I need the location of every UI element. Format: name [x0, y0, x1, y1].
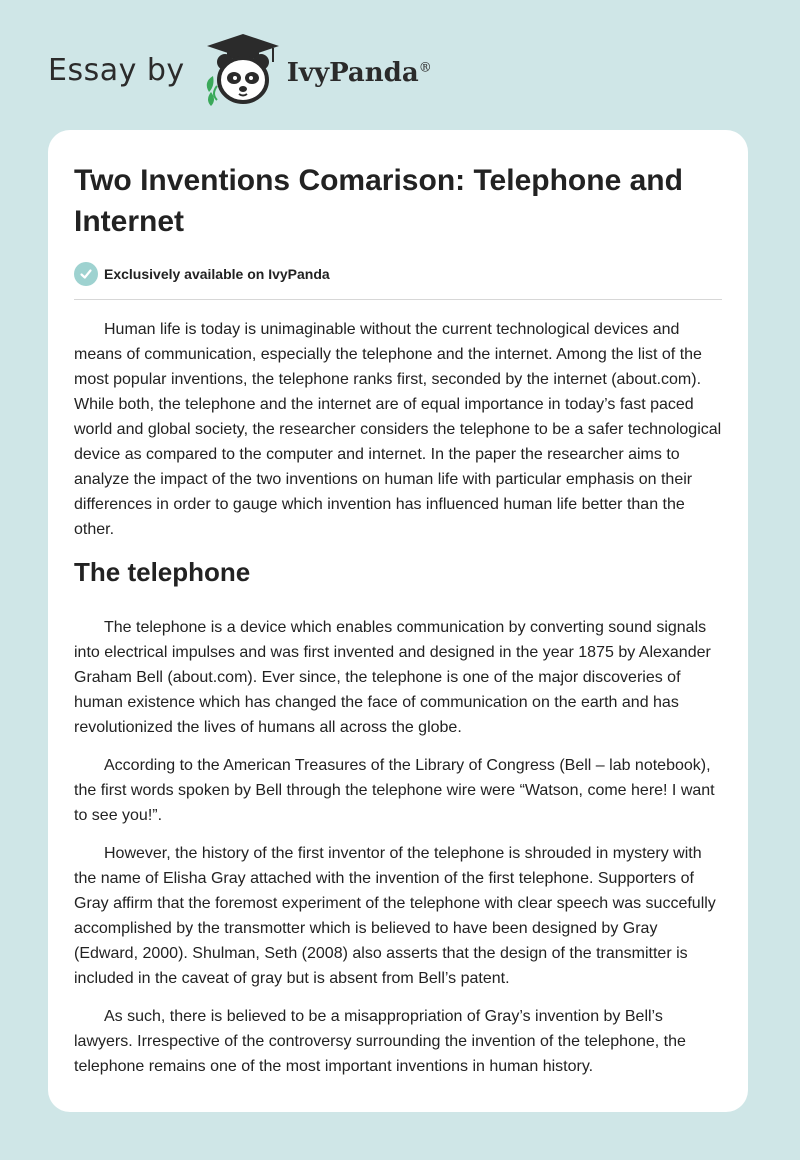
brand-name[interactable]: IvyPanda®	[286, 58, 432, 88]
essay-title: Two Inventions Comarison: Telephone and Internet	[74, 164, 683, 238]
exclusive-badge	[74, 262, 722, 286]
ivypanda-logo-icon[interactable]	[199, 32, 283, 108]
intro-paragraph: Human life is today is unimaginable without the current technological devices and means of communication, especially the telephone and the internet. Among the list of the most popular inventions, the telephone ranks first, seconded by the internet (about.com). While both, the telephone and the internet are of equal importance in today’s fast paced world and global society, the researcher considers the telephone to be a safer technological device as compared to the computer and internet. In the paper the researcher aims to analyze the impact of the two inventions on human life with particular emphasis on their differences in order to gauge which invention has influenced human life better than the other.	[74, 321, 722, 538]
divider	[74, 299, 722, 300]
essay-by-label: Essay by	[48, 52, 185, 88]
body-paragraph: However, the history of the first inventor of the telephone is shrouded in mystery with the name of Elisha Gray attached with the invention of the first telephone. Supporters of Gray affirm that the foremost experiment of the telephone with clear speech was succefully accomplished by the transmotter which is believed to have been designed by Gray (Edward, 2000). Shulman, Seth (2008) also asserts that the design of the transmitter is included in the caveat of gray but is absent from Bell’s patent.	[74, 845, 716, 987]
exclusive-label: Exclusively available on IvyPanda	[104, 266, 330, 282]
section-heading: The telephone	[74, 557, 251, 587]
essay-card	[48, 130, 748, 1112]
site-header	[48, 30, 432, 110]
body-paragraph: The telephone is a device which enables communication by converting sound signals into electrical impulses and was first invented and designed in the year 1875 by Alexander Graham Bell (about.com). Ever since, the telephone is one of the major discoveries of human existence which has changed the face of communication on the earth and has revolutionized the lives of humans all across the globe.	[74, 619, 711, 736]
body-paragraph: According to the American Treasures of the Library of Congress (Bell – lab notebook), the first words spoken by Bell through the telephone wire were “Watson, come here! I want to see you!”.	[74, 757, 715, 824]
check-icon	[74, 262, 98, 286]
body-paragraph: As such, there is believed to be a misappropriation of Gray’s invention by Bell’s lawyers. Irrespective of the controversy surrounding the invention of the telephone, the telephone remains one of the most important inventions in human history.	[74, 1008, 686, 1075]
